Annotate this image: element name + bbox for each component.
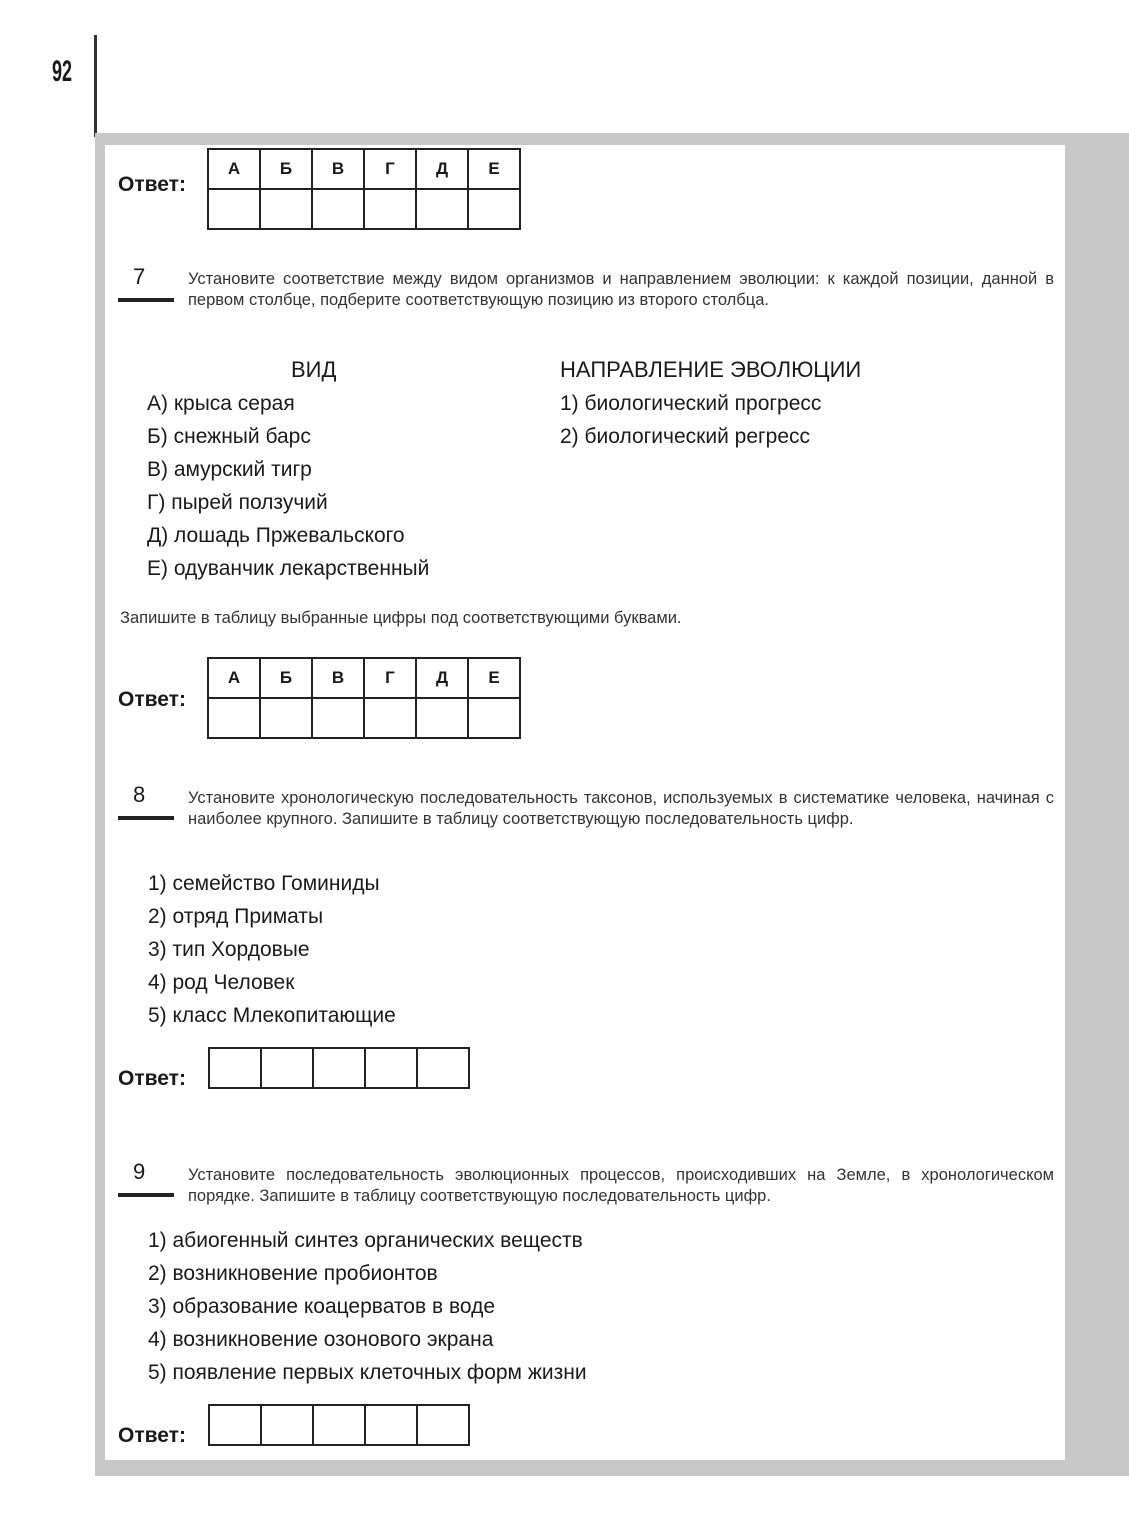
list-item: 1) биологический прогресс — [560, 392, 822, 415]
question-number: 7 — [133, 264, 146, 289]
answer-cell[interactable] — [468, 698, 520, 738]
list-item: 1) семейство Гоминиды — [148, 872, 380, 895]
answer-cell[interactable] — [208, 189, 260, 229]
list-item: 2) возникновение пробионтов — [148, 1262, 438, 1285]
question-bar — [118, 1193, 174, 1197]
answer-cell[interactable] — [365, 1405, 417, 1445]
question-bar — [118, 816, 174, 820]
answer-cell[interactable] — [365, 1048, 417, 1088]
col-letter: Б — [260, 658, 312, 698]
col-letter: А — [208, 149, 260, 189]
col-letter: Д — [416, 149, 468, 189]
page-number: 92 — [52, 55, 73, 88]
answer-cell[interactable] — [313, 1405, 365, 1445]
list-item: 3) образование коацерватов в воде — [148, 1295, 496, 1318]
answer-label: Ответ: — [118, 1067, 186, 1090]
answer-cell[interactable] — [209, 1405, 261, 1445]
answer-label: Ответ: — [118, 1424, 186, 1447]
question-text: Установите хронологическую последовательность таксонов, используемых в систематике человека, начиная с наиболее крупного. Запишите в таблицу соответствующую последовательность цифр. — [188, 789, 1054, 828]
col-letter: В — [312, 658, 364, 698]
column-heading: НАПРАВЛЕНИЕ ЭВОЛЮЦИИ — [560, 357, 862, 382]
answer-cell[interactable] — [260, 189, 312, 229]
col-letter: Г — [364, 149, 416, 189]
question-text: Установите последовательность эволюционных процессов, происходивших на Земле, в хронологическом порядке. Запишите в таблицу соответствующую последовательность цифр. — [188, 1166, 1054, 1205]
answer-cell[interactable] — [313, 1048, 365, 1088]
col-letter: Д — [416, 658, 468, 698]
question-number: 9 — [133, 1159, 146, 1184]
answer-cell[interactable] — [260, 698, 312, 738]
column-heading: ВИД — [291, 357, 337, 382]
list-item: 4) возникновение озонового экрана — [148, 1328, 494, 1351]
question-text: Установите соответствие между видом организмов и направлением эволюции: к каждой позиции, данной в первом столбце, подберите соответствующую позицию из второго столбца. — [188, 270, 1054, 309]
list-item: 4) род Человек — [148, 971, 295, 994]
answer-label: Ответ: — [118, 688, 186, 711]
answer-cell[interactable] — [364, 698, 416, 738]
col-letter: Е — [468, 658, 520, 698]
answer-cell[interactable] — [312, 698, 364, 738]
answer-cell[interactable] — [364, 189, 416, 229]
col-letter: Г — [364, 658, 416, 698]
list-item: В) амурский тигр — [147, 458, 312, 481]
process-list — [148, 1224, 587, 1389]
direction-list — [560, 387, 821, 453]
answer-table-6[interactable] — [207, 148, 521, 230]
list-item: Д) лошадь Пржевальского — [147, 524, 405, 547]
list-item: 2) отряд Приматы — [148, 905, 324, 928]
answer-cell[interactable] — [417, 1048, 469, 1088]
answer-cell[interactable] — [416, 189, 468, 229]
list-item: Е) одуванчик лекарственный — [147, 557, 430, 580]
taxa-list — [148, 867, 396, 1032]
list-item: 1) абиогенный синтез органических веществ — [148, 1229, 583, 1252]
col-letter: А — [208, 658, 260, 698]
answer-cell[interactable] — [209, 1048, 261, 1088]
margin-line — [94, 35, 97, 137]
answer-cell[interactable] — [261, 1405, 313, 1445]
answer-cell[interactable] — [417, 1405, 469, 1445]
question-number: 8 — [133, 782, 146, 807]
list-item: 5) появление первых клеточных форм жизни — [148, 1361, 587, 1384]
question-bar — [118, 298, 174, 302]
col-letter: Е — [468, 149, 520, 189]
answer-cell[interactable] — [416, 698, 468, 738]
answer-table-8[interactable] — [208, 1047, 470, 1089]
col-letter: В — [312, 149, 364, 189]
species-list — [147, 387, 429, 585]
list-item: 2) биологический регресс — [560, 425, 811, 448]
answer-table-7[interactable] — [207, 657, 521, 739]
answer-cell[interactable] — [261, 1048, 313, 1088]
answer-cell[interactable] — [208, 698, 260, 738]
list-item: Б) снежный барс — [147, 425, 311, 448]
list-item: 5) класс Млекопитающие — [148, 1004, 396, 1027]
list-item: А) крыса серая — [147, 392, 295, 415]
instruction-note: Запишите в таблицу выбранные цифры под соответствующими буквами. — [120, 609, 682, 627]
list-item: 3) тип Хордовые — [148, 938, 310, 961]
answer-cell[interactable] — [468, 189, 520, 229]
list-item: Г) пырей ползучий — [147, 491, 328, 514]
col-letter: Б — [260, 149, 312, 189]
answer-table-9[interactable] — [208, 1404, 470, 1446]
answer-cell[interactable] — [312, 189, 364, 229]
answer-label: Ответ: — [118, 173, 186, 196]
